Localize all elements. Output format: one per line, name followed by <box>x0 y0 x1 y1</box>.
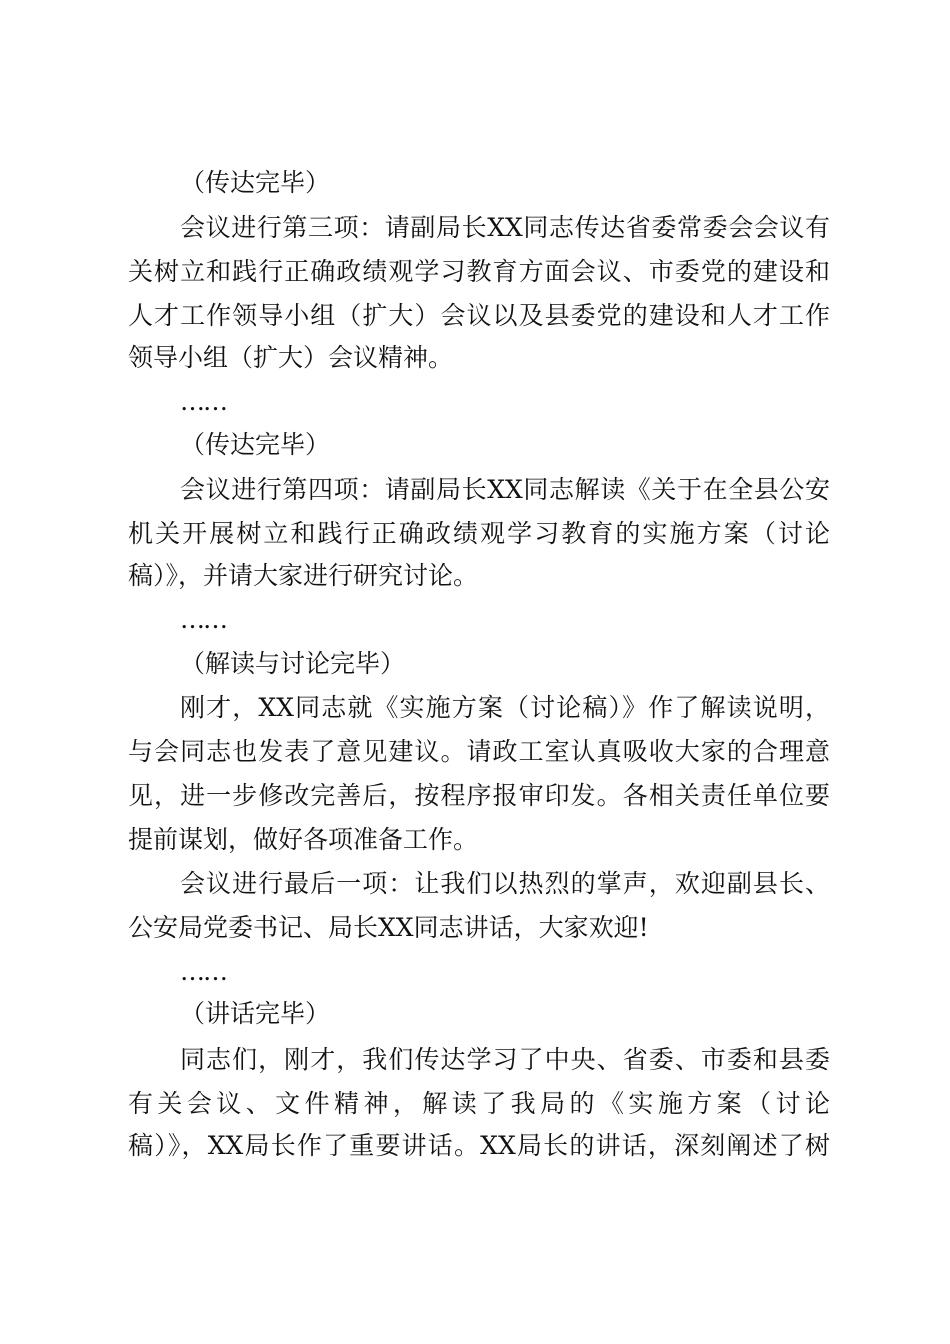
text-line: 刚才，XX同志就《实施方案（讨论稿）》作了解读说明， <box>180 693 830 722</box>
text-line: 会议进行最后一项：让我们以热烈的掌声，欢迎副县长、 <box>180 869 830 898</box>
text-line: 稿）》，XX局长作了重要讲话。XX局长的讲话，深刻阐述了树 <box>128 1131 830 1160</box>
ellipsis-line: …… <box>180 605 226 634</box>
text-line: 稿）》，并请大家进行研究讨论。 <box>128 561 479 590</box>
note-line: （解读与讨论完毕） <box>180 649 406 678</box>
text-line: 人才工作领导小组（扩大）会议以及县委党的建设和人才工作 <box>128 301 830 330</box>
note-line: （传达完毕） <box>180 168 331 197</box>
text-line: 有关会议、文件精神，解读了我局的《实施方案（讨论 <box>128 1089 830 1118</box>
text-line: 关树立和践行正确政绩观学习教育方面会议、市委党的建设和 <box>128 257 830 286</box>
note-line: （讲话完毕） <box>180 999 331 1028</box>
text-line: 见，进一步修改完善后，按程序报审印发。各相关责任单位要 <box>128 781 830 810</box>
text-line: 机关开展树立和践行正确政绩观学习教育的实施方案（讨论 <box>128 519 830 548</box>
text-line: 同志们，刚才，我们传达学习了中央、省委、市委和县委 <box>180 1045 830 1074</box>
note-line: （传达完毕） <box>180 430 331 459</box>
ellipsis-line: …… <box>180 957 226 986</box>
text-line: 会议进行第三项：请副局长XX同志传达省委常委会会议有 <box>180 213 830 242</box>
text-line: 领导小组（扩大）会议精神。 <box>128 343 454 372</box>
text-line: 公安局党委书记、局长XX同志讲话，大家欢迎! <box>128 913 649 942</box>
text-line: 提前谋划，做好各项准备工作。 <box>128 825 479 854</box>
text-line: 会议进行第四项：请副局长XX同志解读《关于在全县公安 <box>180 475 830 504</box>
text-line: 与会同志也发表了意见建议。请政工室认真吸收大家的合理意 <box>128 737 830 766</box>
ellipsis-line: …… <box>180 387 226 416</box>
